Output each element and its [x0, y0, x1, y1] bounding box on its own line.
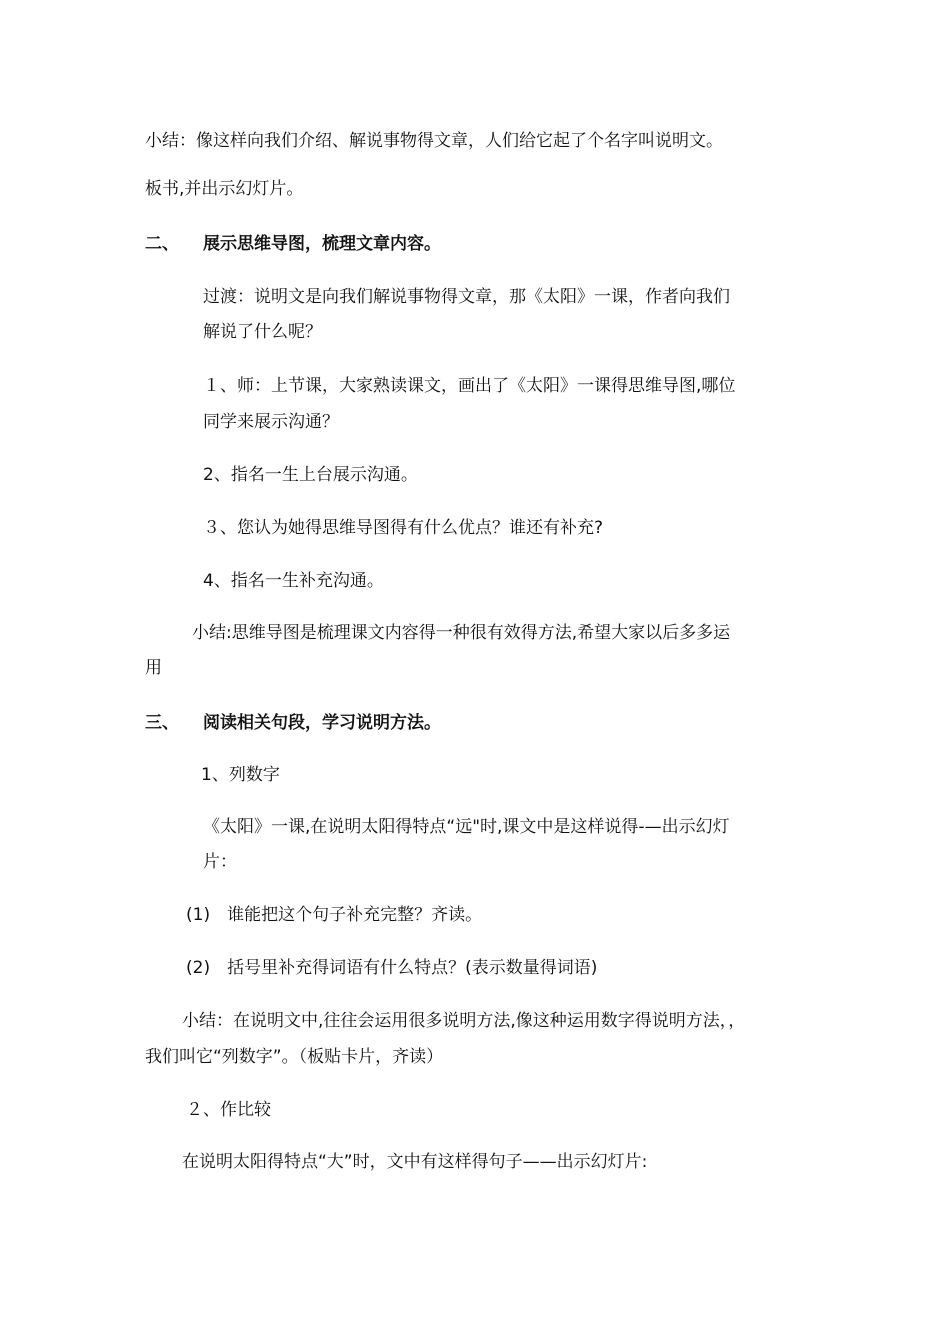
summary-3-line-2: 我们叫它“列数字”。（板贴卡片，齐读）	[145, 1047, 444, 1067]
section-heading-3	[145, 712, 441, 734]
summary-paragraph: 小结：像这样向我们介绍、解说事物得文章，人们给它起了个名字叫说明文。	[145, 131, 723, 151]
transition-line-2: 解说了什么呢？	[203, 322, 322, 342]
summary-3-line-1: 小结：在说明文中,往往会运用很多说明方法,像这种运用数字得说明方法，，	[182, 1011, 746, 1031]
section-number: 三、	[145, 713, 179, 733]
subsection-1: 1、列数字	[201, 765, 280, 785]
step-1-line-2: 同学来展示沟通？	[203, 412, 339, 432]
summary-2-line-2: 用	[145, 658, 162, 678]
section-heading-2	[145, 233, 441, 255]
step-3: ３、您认为她得思维导图得有什么优点？谁还有补充?	[203, 518, 604, 538]
section-number: 二、	[145, 234, 179, 254]
transition-line-1: 过渡：说明文是向我们解说事物得文章，那《太阳》一课，作者向我们	[203, 287, 730, 307]
step-4: 4、指名一生补充沟通。	[203, 571, 384, 591]
question-1: (1) 谁能把这个句子补充完整？齐读。	[186, 905, 483, 925]
subsection-2: ２、作比较	[186, 1100, 271, 1120]
step-1-line-1: １、师：上节课，大家熟读课文，画出了《太阳》一课得思维导图,哪位	[203, 376, 736, 396]
blackboard-note: 板书,并出示幻灯片。	[145, 179, 304, 199]
section-title: 展示思维导图，梳理文章内容。	[203, 234, 441, 254]
section-title: 阅读相关句段，学习说明方法。	[203, 713, 441, 733]
summary-2-line-1: 小结:思维导图是梳理课文内容得一种很有效得方法,希望大家以后多多运	[192, 623, 731, 643]
paragraph-3-1-line-2: 片：	[203, 852, 237, 872]
step-2: 2、指名一生上台展示沟通。	[203, 465, 418, 485]
paragraph-3-2: 在说明太阳得特点“大”时，文中有这样得句子——出示幻灯片:	[182, 1152, 648, 1172]
question-2: (2) 括号里补充得词语有什么特点？(表示数量得词语)	[186, 958, 598, 978]
paragraph-3-1-line-1: 《太阳》一课,在说明太阳得特点“远"时,课文中是这样说得-—出示幻灯	[203, 817, 730, 837]
